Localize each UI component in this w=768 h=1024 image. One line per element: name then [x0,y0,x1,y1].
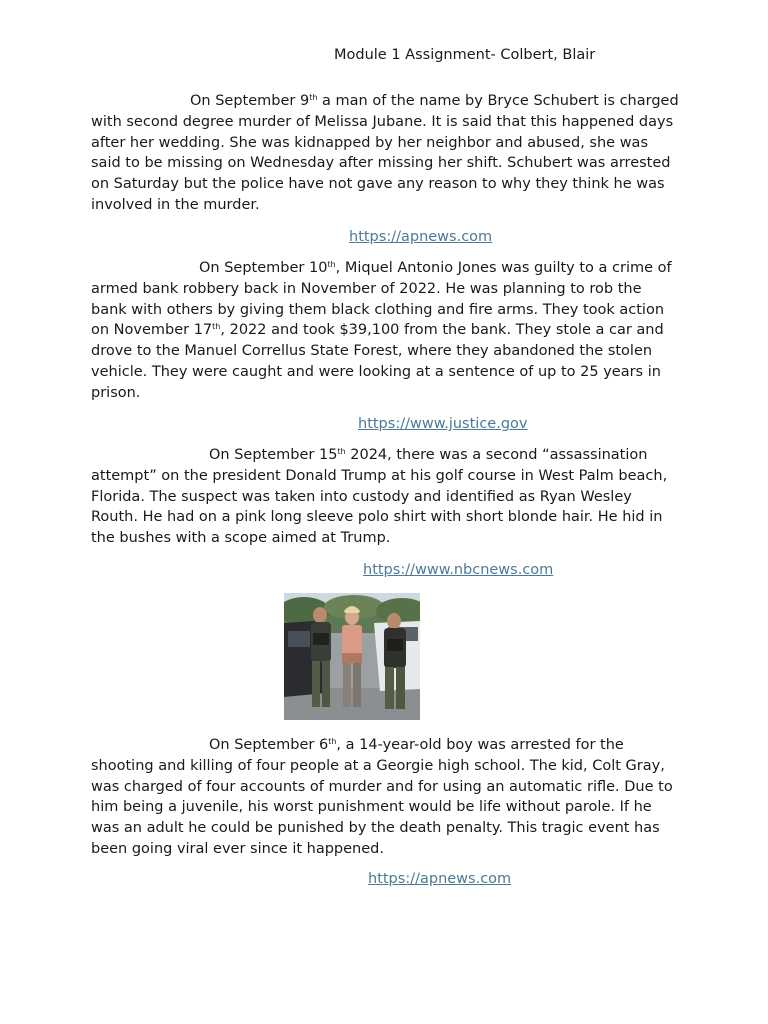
suspect-arrest-photo [284,593,420,720]
ordinal-suffix: th [327,260,336,269]
story-body: 2024, there was a second “assassination attempt” on the president Donald Trump at his golf course in West Palm beach, Florida. The suspect was taken into custody and identified as Ryan Wesley Routh. He had on a pink long sleeve polo shirt with short blonde hair. He hid in the bushes with a scope aimed at Trump. [91,447,668,547]
story-paragraph-3 [91,445,679,549]
source-link-apnews[interactable]: https://apnews.com [349,229,493,245]
document-title: Module 1 Assignment- Colbert, Blair [334,47,596,63]
arrest-photo-illustration [284,593,420,720]
source-link-nbcnews[interactable]: https://www.nbcnews.com [363,562,554,578]
ordinal-suffix: th [212,322,221,332]
story-paragraph-4 [91,735,679,860]
story-body: , 2022 and took $39,100 from the bank. They stole a car and drove to the Manuel Correllus State Forest, where they abandoned the stolen vehicle. They were caught and were looking at a sentence of up to 25 years in prison. [91,322,664,401]
story-lead: On September 10 [199,260,328,276]
story-lead: On September 9 [190,93,310,109]
story-body: , a 14-year-old boy was arrested for the shooting and killing of four people at a Georgie high school. The kid, Colt Gray, was charged of four accounts of murder and for using an automatic rifle. Due to him being a juvenile, his worst punishment would be life without parole. If he was an adult he could be punished by the death penalty. This tragic event has been going viral ever since it happened. [91,737,673,857]
ordinal-suffix: th [309,93,318,102]
source-link-apnews-2[interactable]: https://apnews.com [368,871,512,887]
story-body: a man of the name by Bryce Schubert is charged with second degree murder of Melissa Jubane. It is said that this happened days after her wedding. She was kidnapped by her neighbor and abused, she was said to be missing on Wednesday after missing her shift. Schubert was arrested on Saturday but the police have not gave any reason to why they think he was involved in the murder. [91,93,679,213]
story-paragraph-1 [91,91,679,216]
story-lead: On September 6 [209,737,329,753]
ordinal-suffix: th [328,737,337,746]
story-paragraph-2 [91,258,679,404]
source-link-justice[interactable]: https://www.justice.gov [358,416,528,432]
story-lead: On September 15 [209,447,338,463]
story-body: , Miquel Antonio Jones was guilty to a crime of armed bank robbery back in November of 2022. He was planning to rob the bank with others by giving them black clothing and fire arms. They took action on November 17 [91,260,672,339]
ordinal-suffix: th [337,447,346,456]
